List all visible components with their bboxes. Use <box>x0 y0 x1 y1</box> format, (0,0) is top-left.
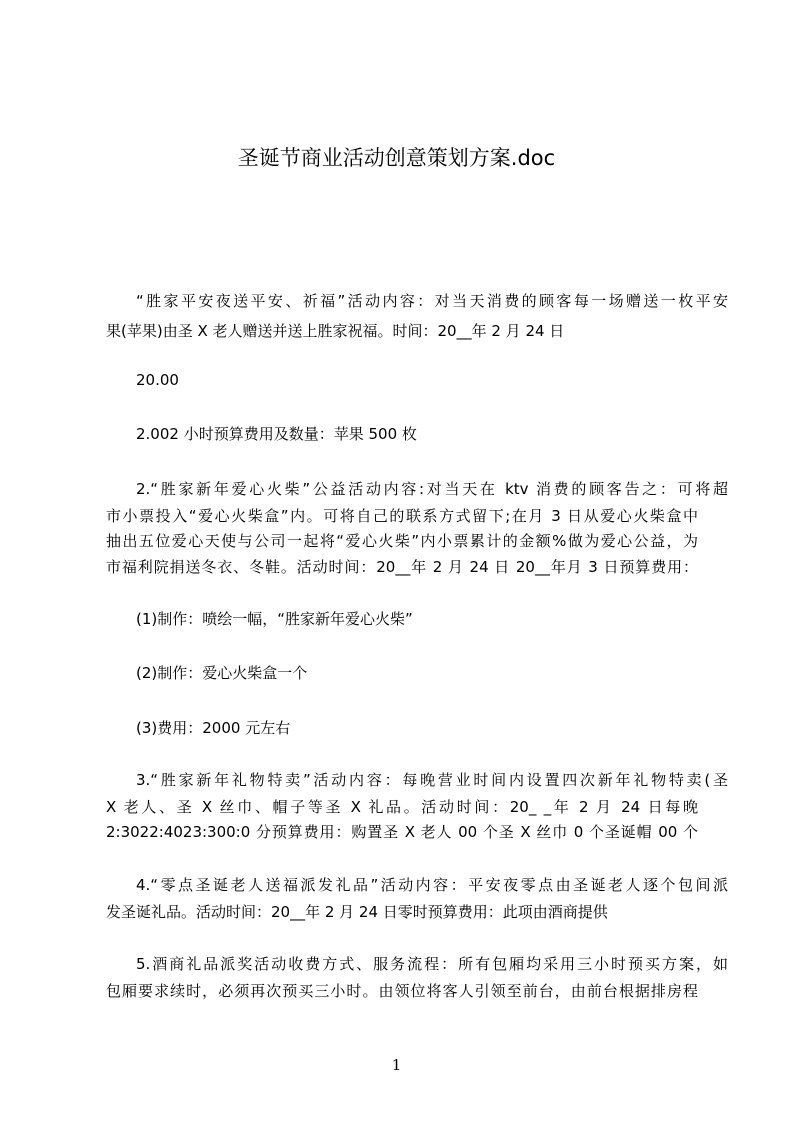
paragraph-2-line-1: 20.00 <box>136 371 179 389</box>
paragraph-8-line-2: X 老人、圣 X 丝巾、帽子等圣 X 礼品。活动时间：20_ _年 2 月 24 日每晚 <box>106 798 698 816</box>
paragraph-4-line-3: 抽出五位爱心天使与公司一起将“爱心火柴”内小票累计的金额%做为爱心公益，为 <box>106 532 698 550</box>
paragraph-7-line-1: (3)费用：2000 元左右 <box>136 719 291 737</box>
paragraph-6-line-1: (2)制作：爱心火柴盒一个 <box>136 664 308 682</box>
paragraph-8-line-3: 2:3022:4023:300:0 分预算费用：购置圣 X 老人 00 个圣 X 丝巾 0 个圣诞帽 00 个 <box>106 823 698 841</box>
paragraph-5-line-1: (1)制作：喷绘一幅，“胜家新年爱心火柴” <box>136 610 413 628</box>
page-number: 1 <box>391 1056 402 1074</box>
paragraph-8-line-1: 3.“胜家新年礼物特卖”活动内容：每晚营业时间内设置四次新年礼物特卖(圣 <box>136 771 728 789</box>
paragraph-4-line-1: 2.“胜家新年爱心火柴”公益活动内容:对当天在 ktv 消费的顾客告之：可将超 <box>136 480 728 498</box>
paragraph-4-line-2: 市小票投入“爱心火柴盒”内。可将自己的联系方式留下;在月 3 日从爱心火柴盒中 <box>106 507 698 525</box>
document-title: 圣诞节商业活动创意策划方案.doc <box>237 146 556 170</box>
paragraph-3-line-1: 2.002 小时预算费用及数量：苹果 500 枚 <box>136 425 417 443</box>
paragraph-10-line-1: 5.酒商礼品派奖活动收费方式、服务流程：所有包厢均采用三小时预买方案，如 <box>136 955 728 973</box>
paragraph-1-line-1: “胜家平安夜送平安、祈福”活动内容：对当天消费的顾客每一场赠送一枚平安 <box>136 292 728 310</box>
paragraph-1-line-2: 果(苹果)由圣 X 老人赠送并送上胜家祝福。时间：20__年 2 月 24 日 <box>106 322 565 340</box>
paragraph-4-line-4: 市福利院捐送冬衣、冬鞋。活动时间：20__年 2 月 24 日 20__年月 3 日预算费用： <box>106 558 698 576</box>
paragraph-9-line-1: 4.“零点圣诞老人送福派发礼品”活动内容：平安夜零点由圣诞老人逐个包间派 <box>136 876 728 894</box>
paragraph-9-line-2: 发圣诞礼品。活动时间：20__年 2 月 24 日零时预算费用：此项由酒商提供 <box>106 903 608 921</box>
paragraph-10-line-2: 包厢要求续时，必须再次预买三小时。由领位将客人引领至前台，由前台根据排房程 <box>106 982 698 1000</box>
